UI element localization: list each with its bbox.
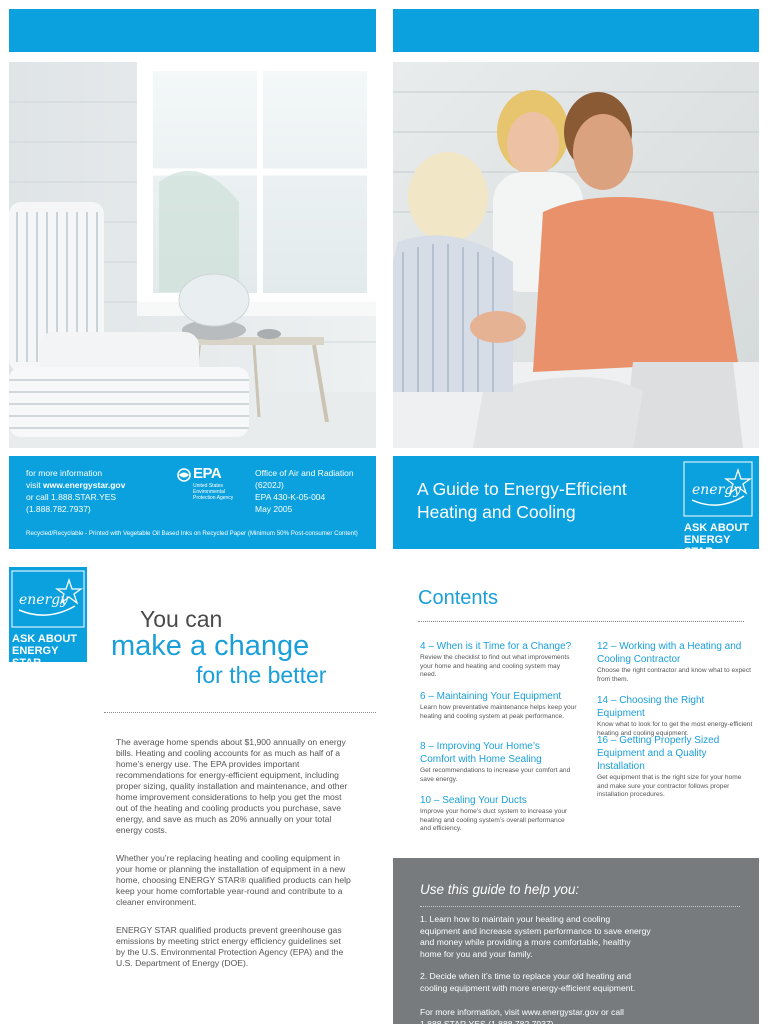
headline-line3: for the better: [196, 662, 327, 688]
office-line2: (6202J): [255, 480, 284, 490]
cover-estar-label-1: ASK ABOUT: [684, 522, 749, 534]
living-room-photo: [9, 62, 376, 448]
epa-agency-3: Protection Agency: [193, 495, 234, 501]
guide-panel: [393, 858, 759, 1029]
guide-item-2: 2. Decide when it’s time to replace your old heating and cooling equipment with more energy-efficient equipment.: [420, 971, 636, 993]
guide-title: Use this guide to help you:: [420, 882, 580, 897]
toc-heading[interactable]: 10 – Sealing Your Ducts: [420, 795, 527, 806]
toc-heading[interactable]: 12 – Working with a Heating and Cooling Contractor: [597, 641, 742, 665]
contents-divider: [418, 621, 744, 622]
contents-title: Contents: [418, 587, 499, 609]
toc-description: Choose the right contractor and know what to expect from them.: [597, 667, 751, 683]
svg-text:energy: energy: [692, 482, 742, 498]
intro-paragraph-2: Whether you’re replacing heating and cooling equipment in your home or planning the installation of equipment in a new home, choosing ENERGY STAR® qualified products can help keep your home comfortable year-round and contribute to a cleaner environment.: [116, 853, 351, 907]
intro-divider: [104, 712, 376, 713]
toc-description: Know what to look for to get the most energy-efficient heating and cooling equipment.: [597, 721, 753, 737]
intro-estar-label-2: ENERGY STAR: [12, 645, 59, 669]
info-visit-link[interactable]: www.energystar.gov: [43, 480, 126, 490]
toc-heading[interactable]: 14 – Choosing the Right Equipment: [597, 695, 705, 719]
toc-description: Learn how preventative maintenance helps keep your heating and cooling system at peak performance.: [420, 704, 577, 720]
intro-paragraph-3: ENERGY STAR qualified products prevent greenhouse gas emissions by meeting strict energy efficiency guidelines set by the U.S. Environmental Protection Agency (EPA) and the U.S. Department of Energy (DOE).: [116, 925, 344, 968]
toc-left-2[interactable]: [420, 690, 577, 721]
toc-description: Improve your home’s duct system to increase your heating and cooling system’s overall performance and efficiency.: [420, 808, 568, 833]
energy-star-logo-icon: [11, 570, 85, 628]
headline-line1: You can: [140, 606, 223, 632]
office-line3: EPA 430-K-05-004: [255, 492, 326, 502]
toc-right-2[interactable]: [597, 694, 754, 738]
epa-agency-2: Environmental: [193, 489, 225, 495]
cover-title-line2: Heating and Cooling: [417, 502, 576, 522]
toc-description: Review the checklist to find out what improvements your home and heating and cooling system may need.: [420, 654, 570, 679]
cover-estar-label-2: ENERGY STAR: [684, 534, 731, 558]
office-line4: May 2005: [255, 504, 293, 514]
info-visit-prefix: visit: [26, 480, 43, 490]
toc-left-3[interactable]: [420, 740, 577, 784]
headline-line2: make a change: [111, 630, 310, 662]
toc-description: Get recommendations to increase your comfort and save energy.: [420, 767, 571, 783]
toc-description: Get equipment that is the right size for your home and make sure your contractor follows proper installation procedures.: [597, 774, 742, 799]
svg-text:energy: energy: [19, 592, 69, 608]
guide-item-1: 1. Learn how to maintain your heating and cooling equipment and increase system performance to save energy and money while providing a more comfortable, healthy home for you and your family.: [420, 914, 651, 959]
cover-title-line1: A Guide to Energy-Efficient: [417, 479, 627, 499]
intro-estar-label-1: ASK ABOUT: [12, 633, 77, 645]
toc-right-3[interactable]: [597, 734, 754, 800]
guide-more-info: For more information, visit www.energystar.gov or call 1.888.STAR.YES (1.888.782.7937).: [420, 1007, 624, 1029]
info-phone: (1.888.782.7937): [26, 504, 91, 514]
top-bar-right: [393, 9, 759, 52]
top-bar-left: [9, 9, 376, 52]
epa-agency-1: United States: [193, 483, 224, 489]
energy-star-logo-icon: [682, 460, 754, 518]
toc-right-1[interactable]: [597, 640, 754, 684]
guide-divider: [420, 906, 740, 907]
toc-heading[interactable]: 8 – Improving Your Home’s Comfort with Home Sealing: [420, 741, 542, 765]
info-line1: for more information: [26, 468, 103, 478]
toc-heading[interactable]: 16 – Getting Properly Sized Equipment and a Quality Installation: [597, 735, 720, 772]
intro-paragraph-1: The average home spends about $1,900 annually on energy bills. Heating and cooling accounts for as much as half of a home’s energy use. The EPA provides important recommendations for energy-efficient equipment, including proper sizing, quality installation and maintenance, and other home improvement considerations to help you get the most out of the heating and cooling products you purchase, save energy, and save as much as 20% annually on your total energy costs.: [116, 737, 348, 835]
toc-left-1[interactable]: [420, 640, 577, 680]
info-strip: [9, 456, 376, 549]
toc-left-4[interactable]: [420, 794, 577, 834]
office-line1: Office of Air and Radiation: [255, 468, 354, 478]
recycled-note: Recycled/Recyclable - Printed with Vegetable Oil Based Inks on Recycled Paper (Minimum 50% Post-consumer Content): [26, 530, 358, 537]
toc-heading[interactable]: 4 – When is it Time for a Change?: [420, 641, 572, 652]
info-call: or call 1.888.STAR.YES: [26, 492, 117, 502]
family-photo: [393, 62, 759, 448]
epa-logo-text: EPA: [193, 465, 222, 482]
cover-title-panel: [393, 456, 759, 558]
toc-heading[interactable]: 6 – Maintaining Your Equipment: [420, 691, 562, 702]
info-visit: [26, 480, 125, 492]
intro-energy-star-block: [9, 567, 87, 669]
